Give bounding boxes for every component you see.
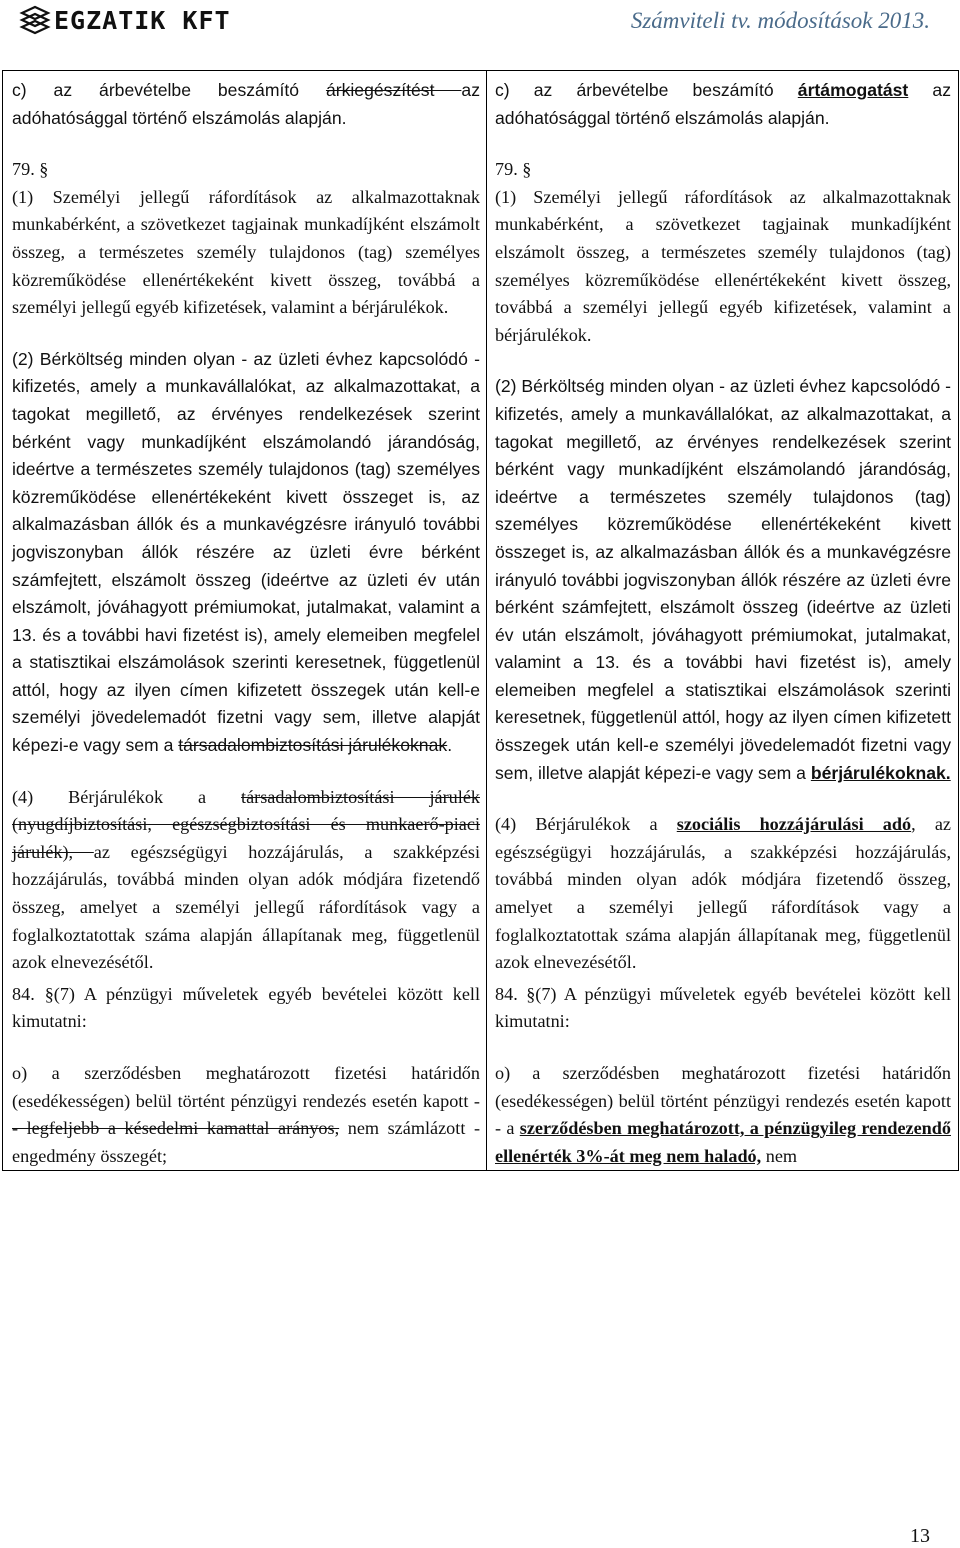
right-o-text-end: nem <box>761 1145 798 1166</box>
left-p2-text: (2) Bérköltség minden olyan - az üzleti évhez kapcsolódó - kifizetés, amely a munkavállalókat, az alkalmazottakat, a tagokat megillető, az érvényes rendelkezések szerint bérként vagy munkadíjként elszámolandó járandóság, ideértve a természetes személy tulajdonos (tag) személyes közreműködése ellenértékeként kivett összeget is, az alkalmazásban állók és a munkavégzésre irányuló további jogviszonyban állók részére az üzleti évre bérként számfejtett, elszámolt összeg (ideértve az üzleti év után elszámolt, jóváhagyott prémiumokat, jutalmakat, valamint a 13. és a további havi fizetést is), amely elemeiben megfelel a statisztikai elszámolások szerinti keresetnek, függetlenül attól, hogy az ilyen címen kifizetett összegek után kell-e személyi jövedelemadót fizetni vagy sem, illetve alapját képezi-e vagy sem a <box>12 348 480 756</box>
left-p4-text-end: az egészségügyi hozzájárulás, a szakképzési hozzájárulás, továbbá minden olyan adók módjára fizetendő összeg, amelyet a személyi jellegű ráfordítások vagy a foglalkoztatottak száma alapján állapítanak meg, függetlenül azok elnevezésétől. <box>12 841 481 973</box>
right-section-84: 84. §(7) A pénzügyi műveletek egyéb bevételei között kell kimutatni: <box>495 983 951 1032</box>
left-o-text: o) a szerződésben meghatározott fizetési határidőn (esedékességen) belül történt pénzügyi rendezés esetén kapott - <box>12 1063 480 1111</box>
left-79-paragraph-1: (1) Személyi jellegű ráfordítások az alkalmazottaknak munkabérként, a szövetkezet tagjainak munkadíjként elszámolt összeg, a természetes személy tulajdonos (tag) személyes közreműködése ellenértékeként kivett összeg, továbbá a személyi jellegű egyéb kifizetések, valamint a bérjárulékok. <box>12 186 480 318</box>
right-p2-inserted: bérjárulékoknak. <box>810 762 951 783</box>
left-p4-deleted: társadalombiztosítási járulék (nyugdíjbiztosítási, egészségbiztosítási és munkaerő-piaci járulék), <box>12 786 480 862</box>
right-79-paragraph-2 <box>495 373 951 787</box>
right-p4-text: (4) Bérjárulékok a <box>495 814 677 835</box>
page-number: 13 <box>910 1525 930 1547</box>
right-section-79 <box>495 156 951 349</box>
left-section-c <box>12 77 480 132</box>
old-text-column <box>3 71 487 1171</box>
left-79-paragraph-4 <box>12 784 480 977</box>
right-c-text: c) az árbevételbe beszámító <box>495 80 798 100</box>
right-c-text-end: az adóhatósággal történő elszámolás alapján. <box>495 80 951 128</box>
left-section-84: 84. §(7) A pénzügyi műveletek egyéb bevételei között kell kimutatni: <box>12 983 480 1032</box>
table-row <box>3 71 959 1171</box>
right-section-c <box>495 77 951 132</box>
left-c-deleted: árkiegészítést <box>325 80 462 100</box>
right-p2-text: (2) Bérköltség minden olyan - az üzleti évhez kapcsolódó - kifizetés, amely a munkavállalókat, az alkalmazottakat, a tagokat megillető, az érvényes rendelkezések szerint bérként vagy munkadíjként elszámolandó járandóság, ideértve a természetes személy tulajdonos (tag) személyes közreműködése ellenértékeként kivett összeget is, az alkalmazásban állók és a munkavégzésre irányuló további jogviszonyban állók részére az üzleti évre bérként számfejtett, elszámolt összeg (ideértve az üzleti év után elszámolt, jóváhagyott prémiumokat, jutalmakat, valamint a 13. és a további havi fizetést is), amely elemeiben megfelel a statisztikai elszámolások szerinti keresetnek, függetlenül attól, hogy az ilyen címen kifizetett összegek után kell-e személyi jövedelemadót fizetni vagy sem, illetve alapját képezi-e vagy sem a <box>495 376 951 783</box>
left-section-79-number: 79. § <box>12 159 49 180</box>
right-79-paragraph-4 <box>495 811 951 977</box>
right-p4-text-end: , az egészségügyi hozzájárulás, a szakképzési hozzájárulás, továbbá minden olyan adók módjára fizetendő összeg, amelyet a személyi jellegű ráfordítások vagy a foglalkoztatottak száma alapján állapítanak meg, függetlenül azok elnevezésétől. <box>495 814 951 973</box>
new-text-column <box>487 71 959 1171</box>
right-c-inserted: ártámogatást <box>797 80 909 100</box>
left-section-79 <box>12 156 480 322</box>
left-79-paragraph-2 <box>12 346 480 760</box>
right-o-text: o) a szerződésben meghatározott fizetési határidőn (esedékességen) belül történt pénzügyi rendezés esetén kapott - a <box>495 1063 951 1139</box>
right-o-inserted: szerződésben meghatározott, a pénzügyileg rendezendő ellenérték 3%-át meg nem haladó, <box>495 1118 951 1166</box>
right-p4-inserted: szociális hozzájárulási adó <box>676 814 912 835</box>
comparison-table <box>2 70 959 1171</box>
company-logo <box>18 2 231 38</box>
logo-mark-icon <box>18 5 52 35</box>
right-84-point-o <box>495 1060 951 1170</box>
left-p2-end: . <box>447 735 453 756</box>
right-section-79-number: 79. § <box>495 159 532 180</box>
logo-text: EGZATIK KFT <box>54 5 231 35</box>
right-79-paragraph-1: (1) Személyi jellegű ráfordítások az alkalmazottaknak munkabérként, a szövetkezet tagjainak munkadíjként elszámolt összeg, a természetes személy tulajdonos (tag) személyes közreműködése ellenértékeként kivett összeg, továbbá a személyi jellegű egyéb kifizetések, valamint a bérjárulékok. <box>495 186 951 345</box>
left-p4-text: (4) Bérjárulékok a <box>12 786 242 807</box>
left-o-text-end: nem számlázott - engedmény összegét; <box>12 1118 480 1166</box>
left-c-text: c) az árbevételbe beszámító <box>12 80 326 100</box>
left-84-point-o <box>12 1060 480 1170</box>
document-title: Számviteli tv. módosítások 2013. <box>630 8 930 33</box>
left-c-text-end: az adóhatósággal történő elszámolás alapján. <box>12 80 480 128</box>
left-o-deleted: - legfeljebb a késedelmi kamattal arányos, <box>12 1118 340 1139</box>
left-p2-deleted: társadalombiztosítási járulékoknak <box>178 735 448 756</box>
